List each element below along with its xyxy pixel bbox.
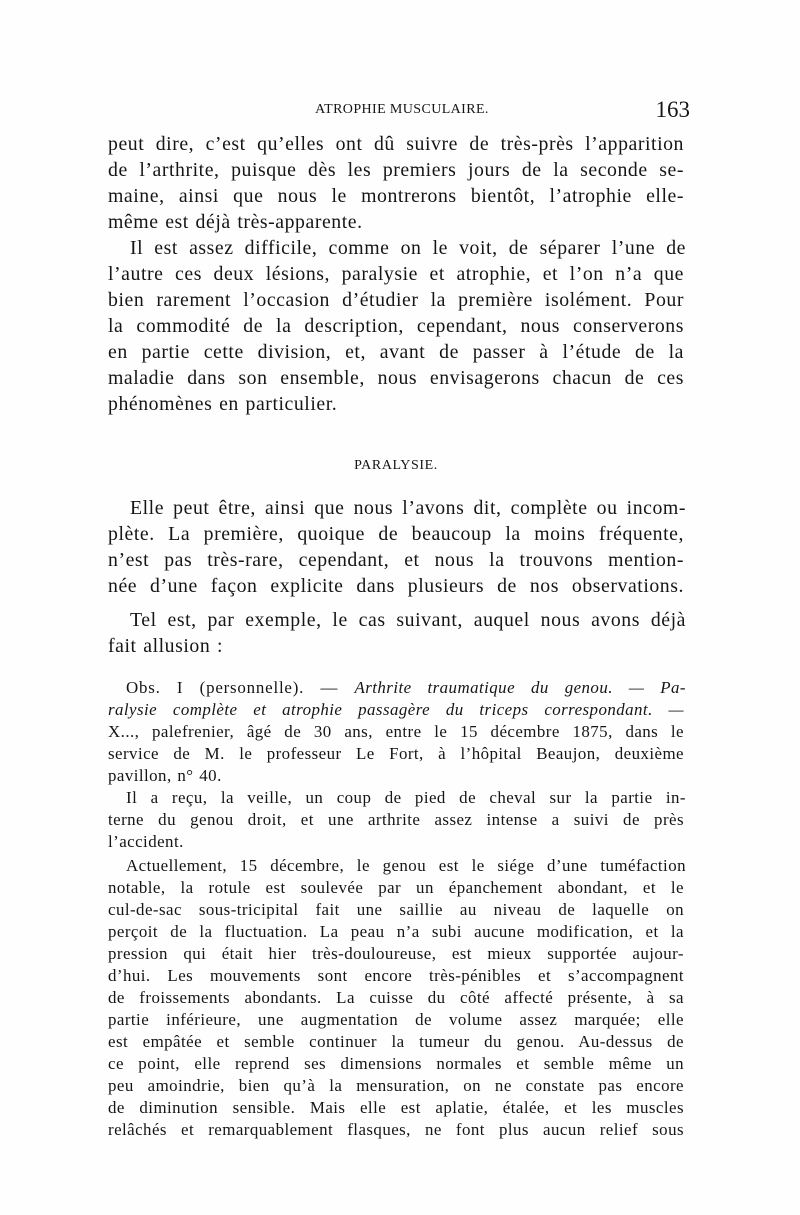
running-title: ATROPHIE MUSCULAIRE. [315,102,489,117]
text-line: phénomènes en particulier. [108,393,338,415]
text-line: de diminution sensible. Mais elle est aplatie, étalée, et les muscles [108,1098,684,1117]
text-line: la commodité de la description, cependant, nous conserverons [108,315,684,337]
text-line: perçoit de la fluctuation. La peau n’a subi aucune modification, et la [108,922,684,941]
text-line: cul-de-sac sous-tricipital fait une saillie au niveau de laquelle on [108,900,684,919]
text-line: n’est pas très-rare, cependant, et nous la trouvons mention- [108,549,684,571]
running-header [108,98,690,124]
text-line: en partie cette division, et, avant de passer à l’étude de la [108,341,684,363]
text-line: peu amoindrie, bien qu’à la mensuration, on ne constate pas encore [108,1076,684,1095]
text-line: notable, la rotule est soulevée par un épanchement abondant, et le [108,878,684,897]
text-line: Il est assez difficile, comme on le voit, de séparer l’une de [130,237,686,259]
text-line: partie inférieure, une augmentation de volume assez marquée; elle [108,1010,684,1029]
text-line: maine, ainsi que nous le montrerons bientôt, l’atrophie elle- [108,185,684,207]
text-line: l’autre ces deux lésions, paralysie et atrophie, et l’on n’a que [108,263,684,285]
section-heading: PARALYSIE. [354,458,438,473]
observation-title-line-2 [108,700,684,720]
text-line: bien rarement l’occasion d’étudier la première isolément. Pour [108,289,684,311]
text-line: née d’une façon explicite dans plusieurs de nos observations. [108,575,684,597]
text-line: service de M. le professeur Le Fort, à l’hôpital Beaujon, deuxième [108,744,684,763]
page-number: 163 [655,97,690,122]
observation-prefix: Obs. I (personnelle). — [126,678,355,697]
text-line: même est déjà très-apparente. [108,211,363,233]
text-line: relâchés et remarquablement flasques, ne font plus aucun relief sous [108,1120,684,1139]
text-line: d’hui. Les mouvements sont encore très-pénibles et s’accompagnent [108,966,684,985]
observation-title-line-1 [126,678,686,698]
text-line: maladie dans son ensemble, nous envisagerons chacun de ces [108,367,684,389]
text-line: terne du genou droit, et une arthrite assez intense a suivi de près [108,810,684,829]
text-line: pression qui était hier très-douloureuse, est mieux supportée aujour- [108,944,684,963]
text-line: fait allusion : [108,635,224,657]
text-line: pavillon, n° 40. [108,766,222,785]
text-line: de l’arthrite, puisque dès les premiers jours de la seconde se- [108,159,684,181]
text-line: Tel est, par exemple, le cas suivant, auquel nous avons déjà [130,609,686,631]
text-line: X..., palefrenier, âgé de 30 ans, entre le 15 décembre 1875, dans le [108,722,684,741]
text-line: plète. La première, quoique de beaucoup la moins fréquente, [108,523,684,545]
text-line: de froissements abondants. La cuisse du côté affecté présente, à sa [108,988,684,1007]
text-line: Il a reçu, la veille, un coup de pied de cheval sur la partie in- [126,788,686,807]
text-line: Elle peut être, ainsi que nous l’avons dit, complète ou incom- [130,497,686,519]
text-line: peut dire, c’est qu’elles ont dû suivre de très-près l’apparition [108,133,684,155]
text-line: est empâtée et semble continuer la tumeur du genou. Au-dessus de [108,1032,684,1051]
observation-title-italic: ralysie complète et atrophie passagère du triceps correspondant. — [108,700,684,719]
text-line: l’accident. [108,832,184,851]
observation-title-italic: Arthrite traumatique du genou. — Pa- [354,678,686,697]
text-line: Actuellement, 15 décembre, le genou est le siége d’une tuméfaction [126,856,686,875]
text-line: ce point, elle reprend ses dimensions normales et semble même un [108,1054,684,1073]
